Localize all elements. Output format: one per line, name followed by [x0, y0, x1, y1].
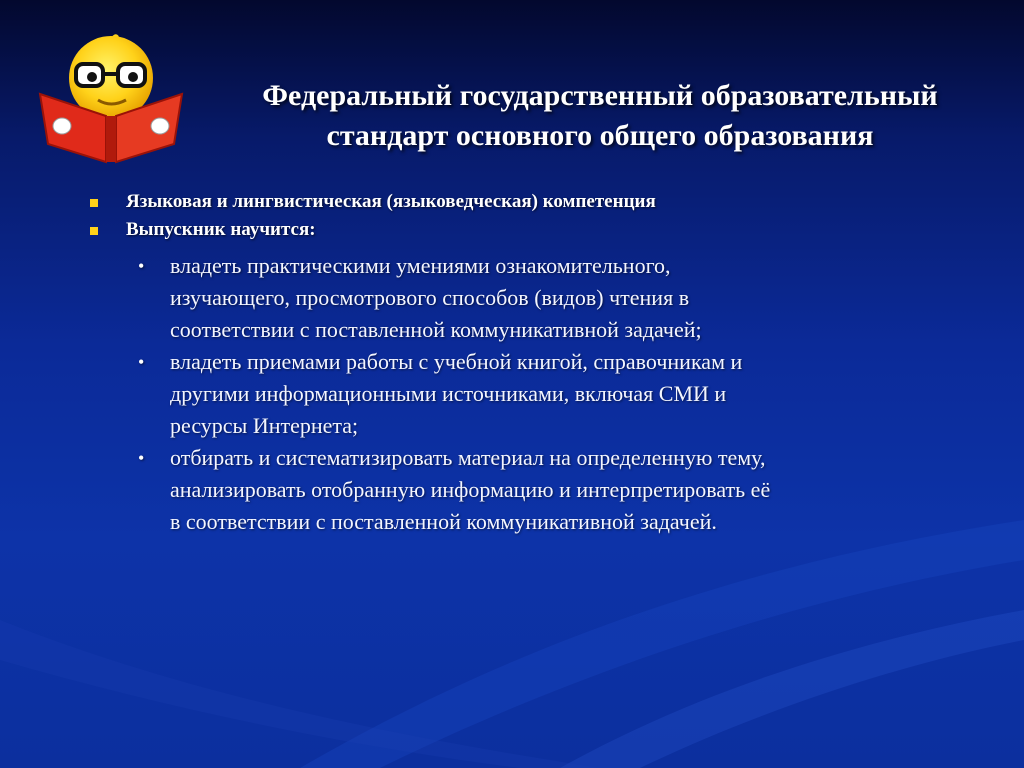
bullet-text: Выпускник научится:	[126, 219, 316, 240]
bullet-graduate-will-learn	[88, 216, 968, 244]
sub-bullet-line: другими информационными источниками, включая СМИ и	[170, 381, 727, 406]
slide-content	[88, 188, 968, 538]
slide-title	[190, 76, 1010, 156]
sub-bullet-line: ресурсы Интернета;	[170, 413, 359, 438]
sub-bullet-item	[138, 346, 968, 442]
sub-bullet-line: изучающего, просмотрового способов (видов) чтения в	[170, 285, 690, 310]
square-bullet-icon	[90, 227, 98, 235]
bullet-competence	[88, 188, 968, 216]
sub-bullet-item	[138, 442, 968, 538]
title-line-1: Федеральный государственный образовательный	[262, 79, 938, 112]
sub-bullet-line: анализировать отобранную информацию и интерпретировать её	[170, 477, 771, 502]
sub-bullet-line: владеть практическими умениями ознакомительного,	[170, 253, 671, 278]
square-bullet-icon	[90, 199, 98, 207]
sub-bullet-line: соответствии с поставленной коммуникативной задачей;	[170, 317, 702, 342]
dot-bullet-icon: •	[138, 352, 145, 372]
sub-bullet-list	[88, 250, 968, 538]
sub-bullet-line: владеть приемами работы с учебной книгой, справочникам и	[170, 349, 743, 374]
smiley-reading-book-icon	[36, 34, 186, 164]
sub-bullet-line: отбирать и систематизировать материал на определенную тему,	[170, 445, 766, 470]
dot-bullet-icon: •	[138, 256, 145, 276]
bullet-text: Языковая и лингвистическая (языковедческая) компетенция	[126, 191, 656, 212]
sub-bullet-line: в соответствии с поставленной коммуникативной задачей.	[170, 509, 717, 534]
sub-bullet-item	[138, 250, 968, 346]
title-line-2: стандарт основного общего образования	[326, 119, 874, 152]
dot-bullet-icon: •	[138, 448, 145, 468]
